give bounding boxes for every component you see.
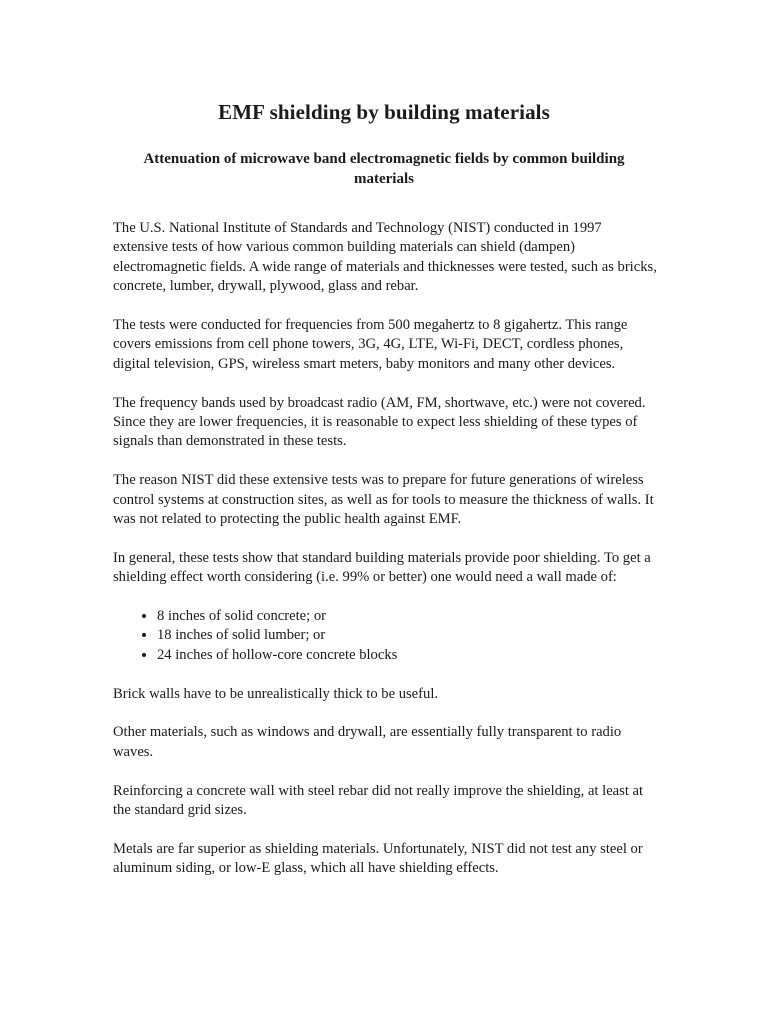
paragraph-general-findings: In general, these tests show that standard building materials provide poor shielding. To get a shielding effect worth considering (i.e. 99% or better) one would need a wall made of:	[113, 549, 651, 586]
list-item: • 8 inches of solid concrete; or	[157, 607, 658, 626]
document-body	[113, 219, 658, 898]
paragraph-frequency-range: The tests were conducted for frequencies from 500 megahertz to 8 gigahertz. This range covers emissions from cell phone towers, 3G, 4G, LTE, Wi-Fi, DECT, cordless phones, digital television, GPS, wireless smart meters, baby monitors and many other devices.	[113, 317, 628, 372]
paragraph-broadcast-bands: The frequency bands used by broadcast radio (AM, FM, shortwave, etc.) were not covered. Since they are lower frequencies, it is reasonable to expect less shielding of these types of signals than demonstrated in these tests.	[113, 394, 646, 450]
paragraph-nist-tests: The U.S. National Institute of Standards and Technology (NIST) conducted in 1997 extensive tests of how various common building materials can shield (dampen) electromagnetic fields. A wide range of materials and thicknesses were tested, such as bricks, concrete, lumber, drywall, plywood, glass and rebar.	[113, 220, 657, 295]
document-subtitle: Attenuation of microwave band electromagnetic fields by common building materials	[143, 151, 625, 187]
list-item: • 18 inches of solid lumber; or	[157, 626, 658, 645]
document-title: EMF shielding by building materials	[218, 100, 550, 124]
paragraph-windows-drywall: Other materials, such as windows and drywall, are essentially fully transparent to radio waves.	[113, 724, 622, 760]
list-item: • 24 inches of hollow-core concrete blocks	[157, 646, 658, 665]
paragraph-metals: Metals are far superior as shielding materials. Unfortunately, NIST did not test any steel or aluminum siding, or low-E glass, which all have shielding effects.	[113, 840, 643, 877]
paragraph-brick-walls: Brick walls have to be unrealistically thick to be useful.	[113, 685, 439, 702]
wall-requirements-list	[113, 607, 658, 665]
paragraph-test-purpose: The reason NIST did these extensive tests was to prepare for future generations of wireless control systems at construction sites, as well as for tools to measure the thickness of walls. It was not related to protecting the public health against EMF.	[113, 472, 654, 528]
paragraph-rebar: Reinforcing a concrete wall with steel rebar did not really improve the shielding, at least at the standard grid sizes.	[113, 782, 644, 819]
